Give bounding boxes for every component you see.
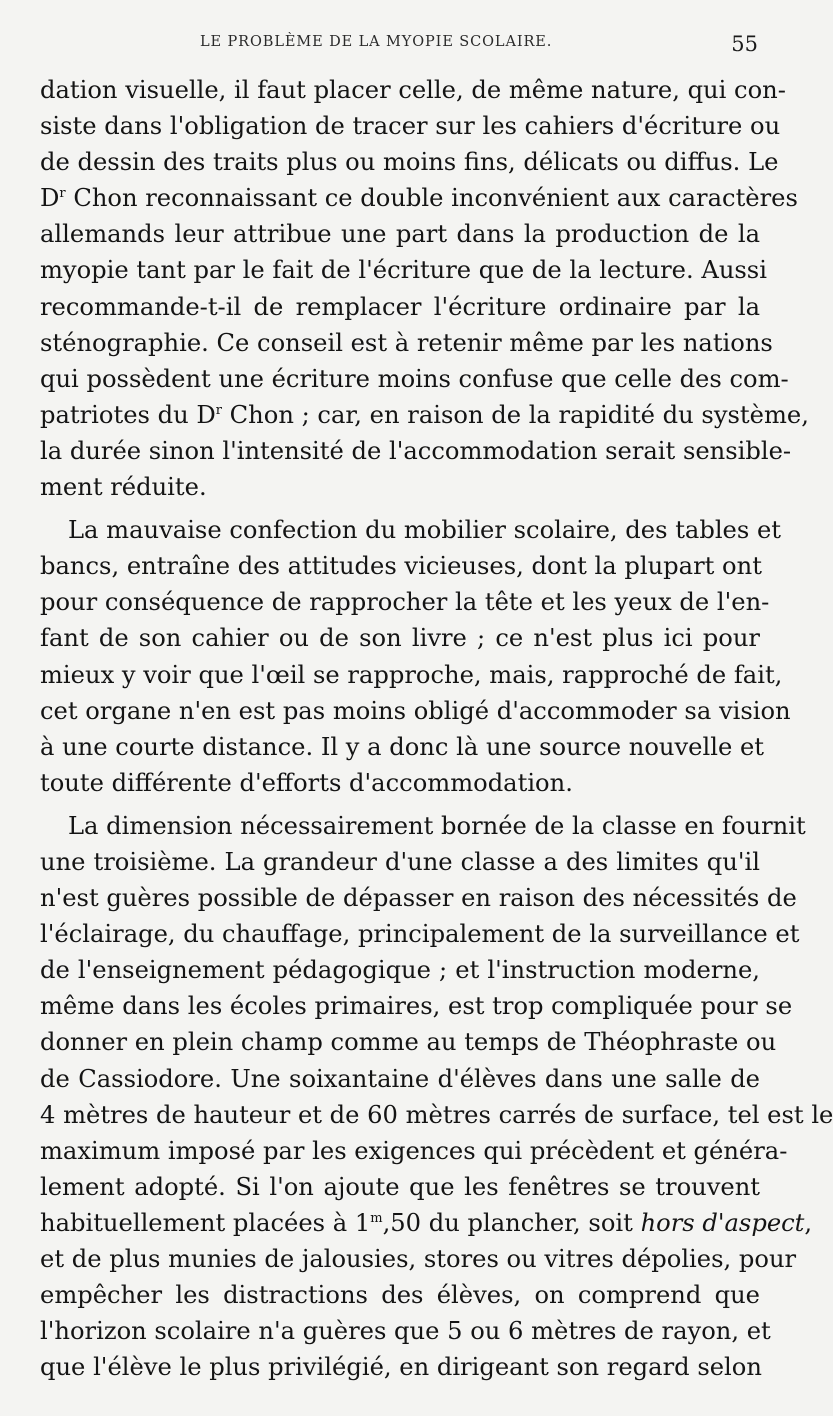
paragraph [40, 512, 791, 801]
paragraph [40, 72, 809, 505]
superscript: r [59, 186, 66, 202]
paragraph-gap [40, 505, 760, 512]
text-line: l'horizon scolaire n'a guères que 5 ou 6 mètres de rayon, et [40, 1317, 771, 1346]
text-line: lement adopté. Si l'on ajoute que les fenêtres se trouvent [40, 1172, 760, 1201]
text-line: bancs, entraîne des attitudes vicieuses, dont la plupart ont [40, 552, 762, 581]
running-title: LE PROBLÈME DE LA MYOPIE SCOLAIRE. [200, 34, 553, 50]
text-line: fant de son cahier ou de son livre ; ce n'est plus ici pour [40, 624, 760, 653]
text-line: qui possèdent une écriture moins confuse que celle des com- [40, 364, 789, 393]
text-line: sténographie. Ce conseil est à retenir même par les nations [40, 328, 773, 357]
text-line: empêcher les distractions des élèves, on comprend que [40, 1281, 760, 1310]
text-line: une troisième. La grandeur d'une classe a des limites qu'il [40, 847, 760, 876]
text-line: $D^r$ Chon reconnaissant ce double inconvénient aux caractères [40, 184, 798, 213]
superscript: r [215, 402, 222, 418]
text-line: toute différente d'efforts d'accommodation. [40, 768, 573, 797]
text-line: habituellement placées à 1$^m$,50 du plancher, soit hors d'aspect, [40, 1208, 813, 1237]
paragraph-gap [40, 801, 760, 808]
text-line: recommande-t-il de remplacer l'écriture ordinaire par la [40, 292, 760, 321]
text-line: siste dans l'obligation de tracer sur les cahiers d'écriture ou [40, 112, 781, 141]
text-line: mieux y voir que l'œil se rapproche, mais, rapproché de fait, [40, 660, 783, 689]
page-number: 55 [731, 32, 758, 56]
text-line: donner en plein champ comme au temps de Théophraste ou [40, 1028, 777, 1057]
text-line: ment réduite. [40, 473, 207, 502]
text-line: l'éclairage, du chauffage, principalement de la surveillance et [40, 920, 800, 949]
text-line: La mauvaise confection du mobilier scolaire, des tables et [68, 516, 781, 545]
paragraph [40, 808, 833, 1386]
text-line: de dessin des traits plus ou moins fins, délicats ou diffus. Le [40, 148, 779, 177]
text-line: cet organe n'en est pas moins obligé d'accommoder sa vision [40, 696, 791, 725]
text-line: même dans les écoles primaires, est trop compliquée pour se [40, 992, 793, 1021]
text-line: de l'enseignement pédagogique ; et l'instruction moderne, [40, 956, 760, 985]
text-line: patriotes du $D^r$ Chon ; car, en raison de la rapidité du système, [40, 400, 809, 429]
text-line: n'est guères possible de dépasser en raison des nécessités de [40, 884, 797, 913]
body-text [40, 72, 833, 1385]
page-header [40, 34, 760, 58]
text-line: La dimension nécessairement bornée de la classe en fournit [68, 811, 806, 840]
text-line: et de plus munies de jalousies, stores ou vitres dépolies, pour [40, 1245, 797, 1273]
text-line: de Cassiodore. Une soixantaine d'élèves dans une salle de [40, 1064, 760, 1093]
italic-phrase: hors d'aspect [640, 1208, 805, 1237]
text-line: 4 mètres de hauteur et de 60 mètres carrés de surface, tel est le [40, 1100, 833, 1129]
text-line: la durée sinon l'intensité de l'accommodation serait sensible- [40, 436, 792, 465]
text-line: à une courte distance. Il y a donc là une source nouvelle et [40, 732, 764, 761]
text-line: que l'élève le plus privilégié, en dirigeant son regard selon [40, 1353, 762, 1382]
superscript: m [370, 1210, 383, 1226]
text-line: myopie tant par le fait de l'écriture que de la lecture. Aussi [40, 256, 767, 285]
text-line: pour conséquence de rapprocher la tête et les yeux de l'en- [40, 588, 770, 617]
text-line: allemands leur attribue une part dans la production de la [40, 220, 760, 249]
text-line: maximum imposé par les exigences qui précèdent et généra- [40, 1136, 788, 1165]
text-line: dation visuelle, il faut placer celle, de même nature, qui con- [40, 76, 786, 104]
